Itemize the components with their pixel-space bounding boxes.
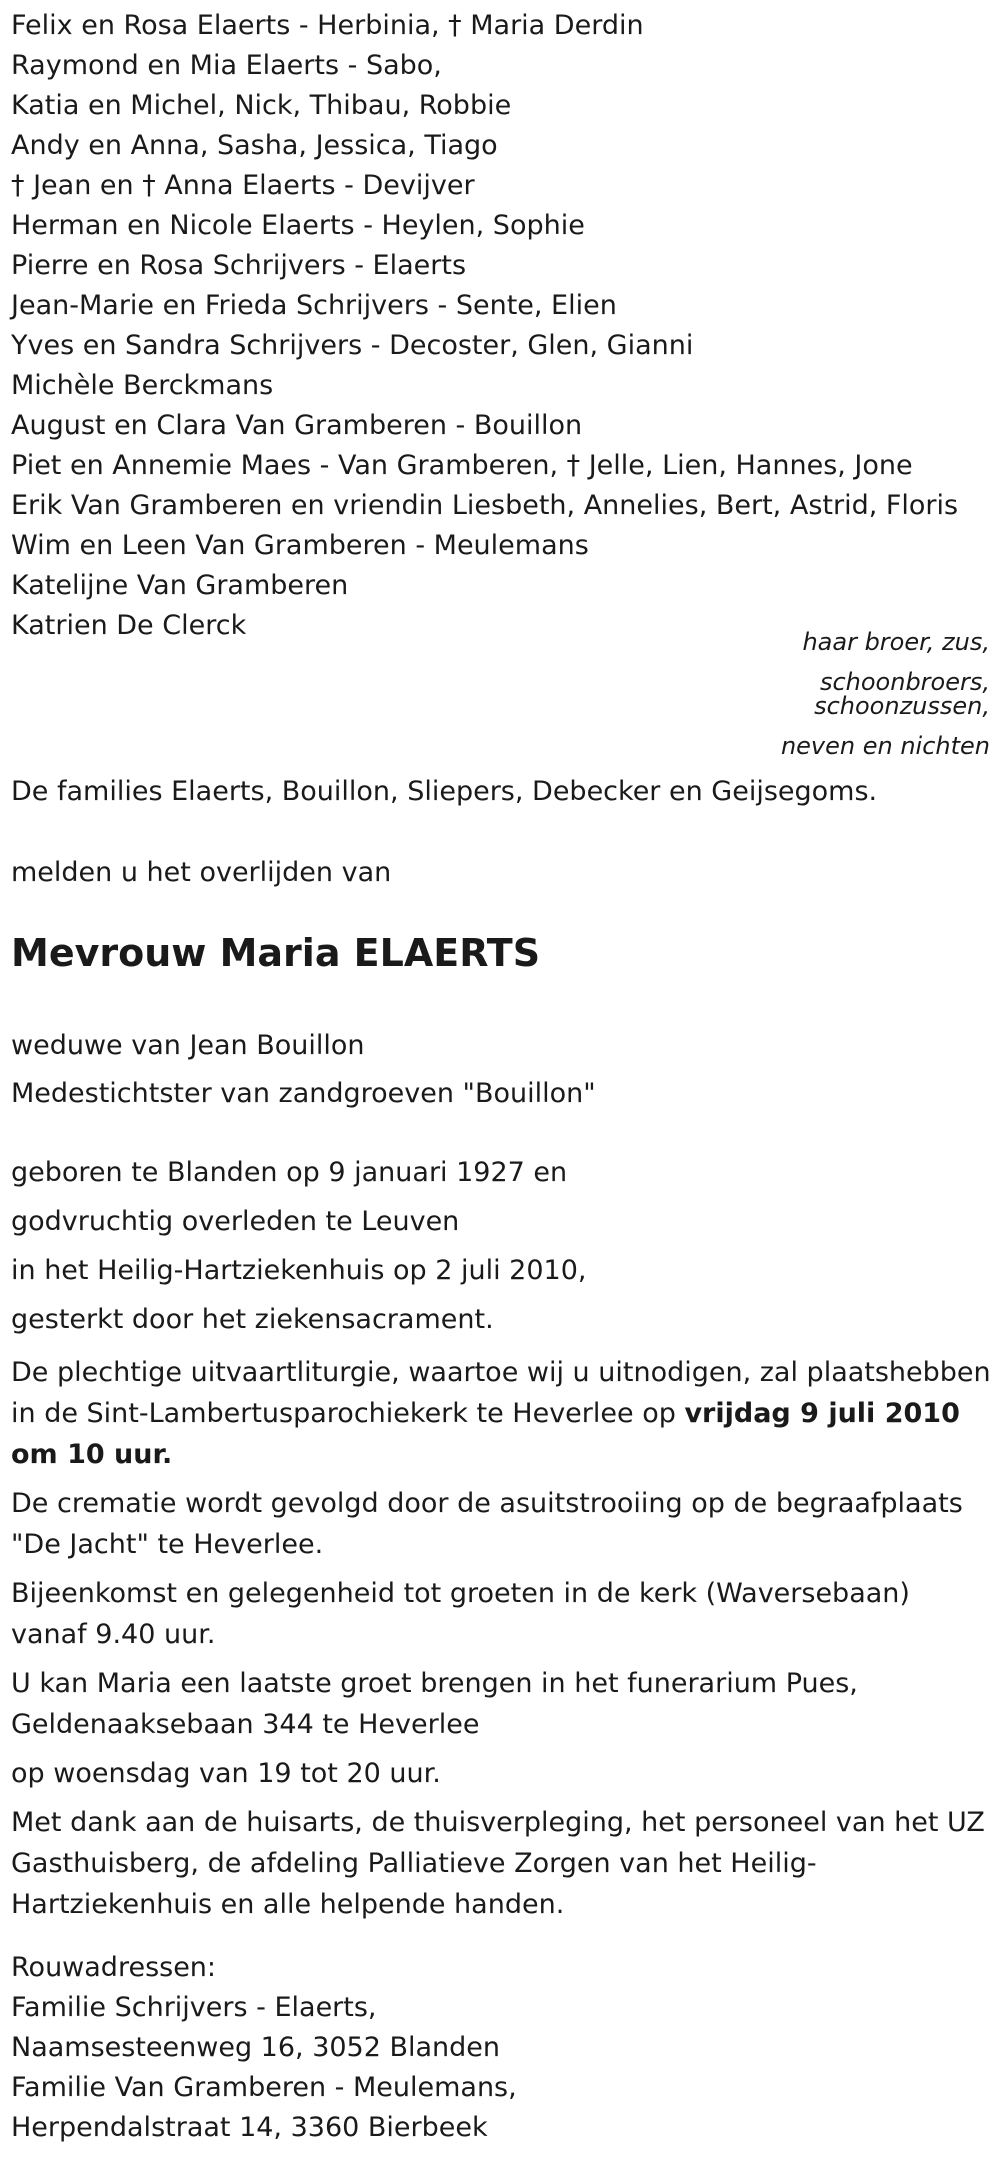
families-line: De families Elaerts, Bouillon, Sliepers, Debecker en Geijsegoms. bbox=[11, 776, 878, 807]
founder-line: Medestichtster van zandgroeven "Bouillon" bbox=[11, 1078, 596, 1109]
family-line: Katrien De Clerck bbox=[11, 610, 247, 641]
family-line: Katia en Michel, Nick, Thibau, Robbie bbox=[11, 90, 512, 121]
relations-block bbox=[590, 630, 990, 758]
deceased-name: Mevrouw Maria ELAERTS bbox=[11, 931, 541, 975]
details-block bbox=[11, 1148, 991, 1925]
address-street-2: Herpendalstraat 14, 3360 Bierbeek bbox=[11, 2112, 488, 2143]
relation-nephews-nieces: neven en nichten bbox=[780, 732, 990, 760]
address-family-2: Familie Van Gramberen - Meulemans, bbox=[11, 2072, 517, 2103]
liturgy-paragraph bbox=[11, 1352, 991, 1475]
family-line: Wim en Leen Van Gramberen - Meulemans bbox=[11, 530, 589, 561]
family-line: August en Clara Van Gramberen - Bouillon bbox=[11, 410, 583, 441]
mourning-addresses bbox=[11, 1948, 991, 2148]
family-line: Andy en Anna, Sasha, Jessica, Tiago bbox=[11, 130, 498, 161]
sacrament-line: gesterkt door het ziekensacrament. bbox=[11, 1304, 494, 1335]
family-list bbox=[11, 6, 991, 646]
widow-line: weduwe van Jean Bouillon bbox=[11, 1030, 365, 1061]
family-line: Jean-Marie en Frieda Schrijvers - Sente, Elien bbox=[11, 290, 617, 321]
family-line: Yves en Sandra Schrijvers - Decoster, Glen, Gianni bbox=[11, 330, 694, 361]
liturgy-date: vrijdag 9 juli 2010 om 10 uur. bbox=[11, 1398, 960, 1470]
thanks-paragraph: Met dank aan de huisarts, de thuisverpleging, het personeel van het UZ Gasthuisberg, de afdeling Palliatieve Zorgen van het Heilig-Hartziekenhuis en alle helpende handen. bbox=[11, 1807, 985, 1920]
visit-time-paragraph: op woensdag van 19 tot 20 uur. bbox=[11, 1758, 441, 1789]
address-street-1: Naamsesteenweg 16, 3052 Blanden bbox=[11, 2032, 501, 2063]
death-line: godvruchtig overleden te Leuven bbox=[11, 1206, 460, 1237]
addresses-heading: Rouwadressen: bbox=[11, 1952, 217, 1983]
family-line: Raymond en Mia Elaerts - Sabo, bbox=[11, 50, 442, 81]
family-line: Erik Van Gramberen en vriendin Liesbeth, Annelies, Bert, Astrid, Floris bbox=[11, 490, 959, 521]
liturgy-text: De plechtige uitvaartliturgie, waartoe wij u uitnodigen, zal plaatshebben in de Sint-Lambertusparochiekerk te Heverlee op bbox=[11, 1357, 991, 1429]
family-line: † Jean en † Anna Elaerts - Devijver bbox=[11, 170, 475, 201]
meeting-paragraph: Bijeenkomst en gelegenheid tot groeten in de kerk (Waversebaan) vanaf 9.40 uur. bbox=[11, 1578, 910, 1650]
birth-line: geboren te Blanden op 9 januari 1927 en bbox=[11, 1157, 568, 1188]
relation-sisters-in-law: schoonzussen, bbox=[814, 692, 990, 720]
cremation-paragraph: De crematie wordt gevolgd door de asuitstrooiing op de begraafplaats "De Jacht" te Heverlee. bbox=[11, 1488, 963, 1560]
funeral-home-paragraph: U kan Maria een laatste groet brengen in het funerarium Pues, Geldenaaksebaan 344 te Heverlee bbox=[11, 1668, 858, 1740]
family-line: Herman en Nicole Elaerts - Heylen, Sophie bbox=[11, 210, 585, 241]
relation-brothers-in-law: schoonbroers, bbox=[819, 668, 990, 696]
family-line: Pierre en Rosa Schrijvers - Elaerts bbox=[11, 250, 467, 281]
hospital-line: in het Heilig-Hartziekenhuis op 2 juli 2010, bbox=[11, 1255, 587, 1286]
announcement: melden u het overlijden van bbox=[11, 857, 392, 888]
family-line: Michèle Berckmans bbox=[11, 370, 274, 401]
family-line: Piet en Annemie Maes - Van Gramberen, † Jelle, Lien, Hannes, Jone bbox=[11, 450, 913, 481]
family-line: Felix en Rosa Elaerts - Herbinia, † Maria Derdin bbox=[11, 10, 644, 41]
relation-brother-sister: haar broer, zus, bbox=[802, 628, 990, 656]
address-family-1: Familie Schrijvers - Elaerts, bbox=[11, 1992, 377, 2023]
family-line: Katelijne Van Gramberen bbox=[11, 570, 349, 601]
